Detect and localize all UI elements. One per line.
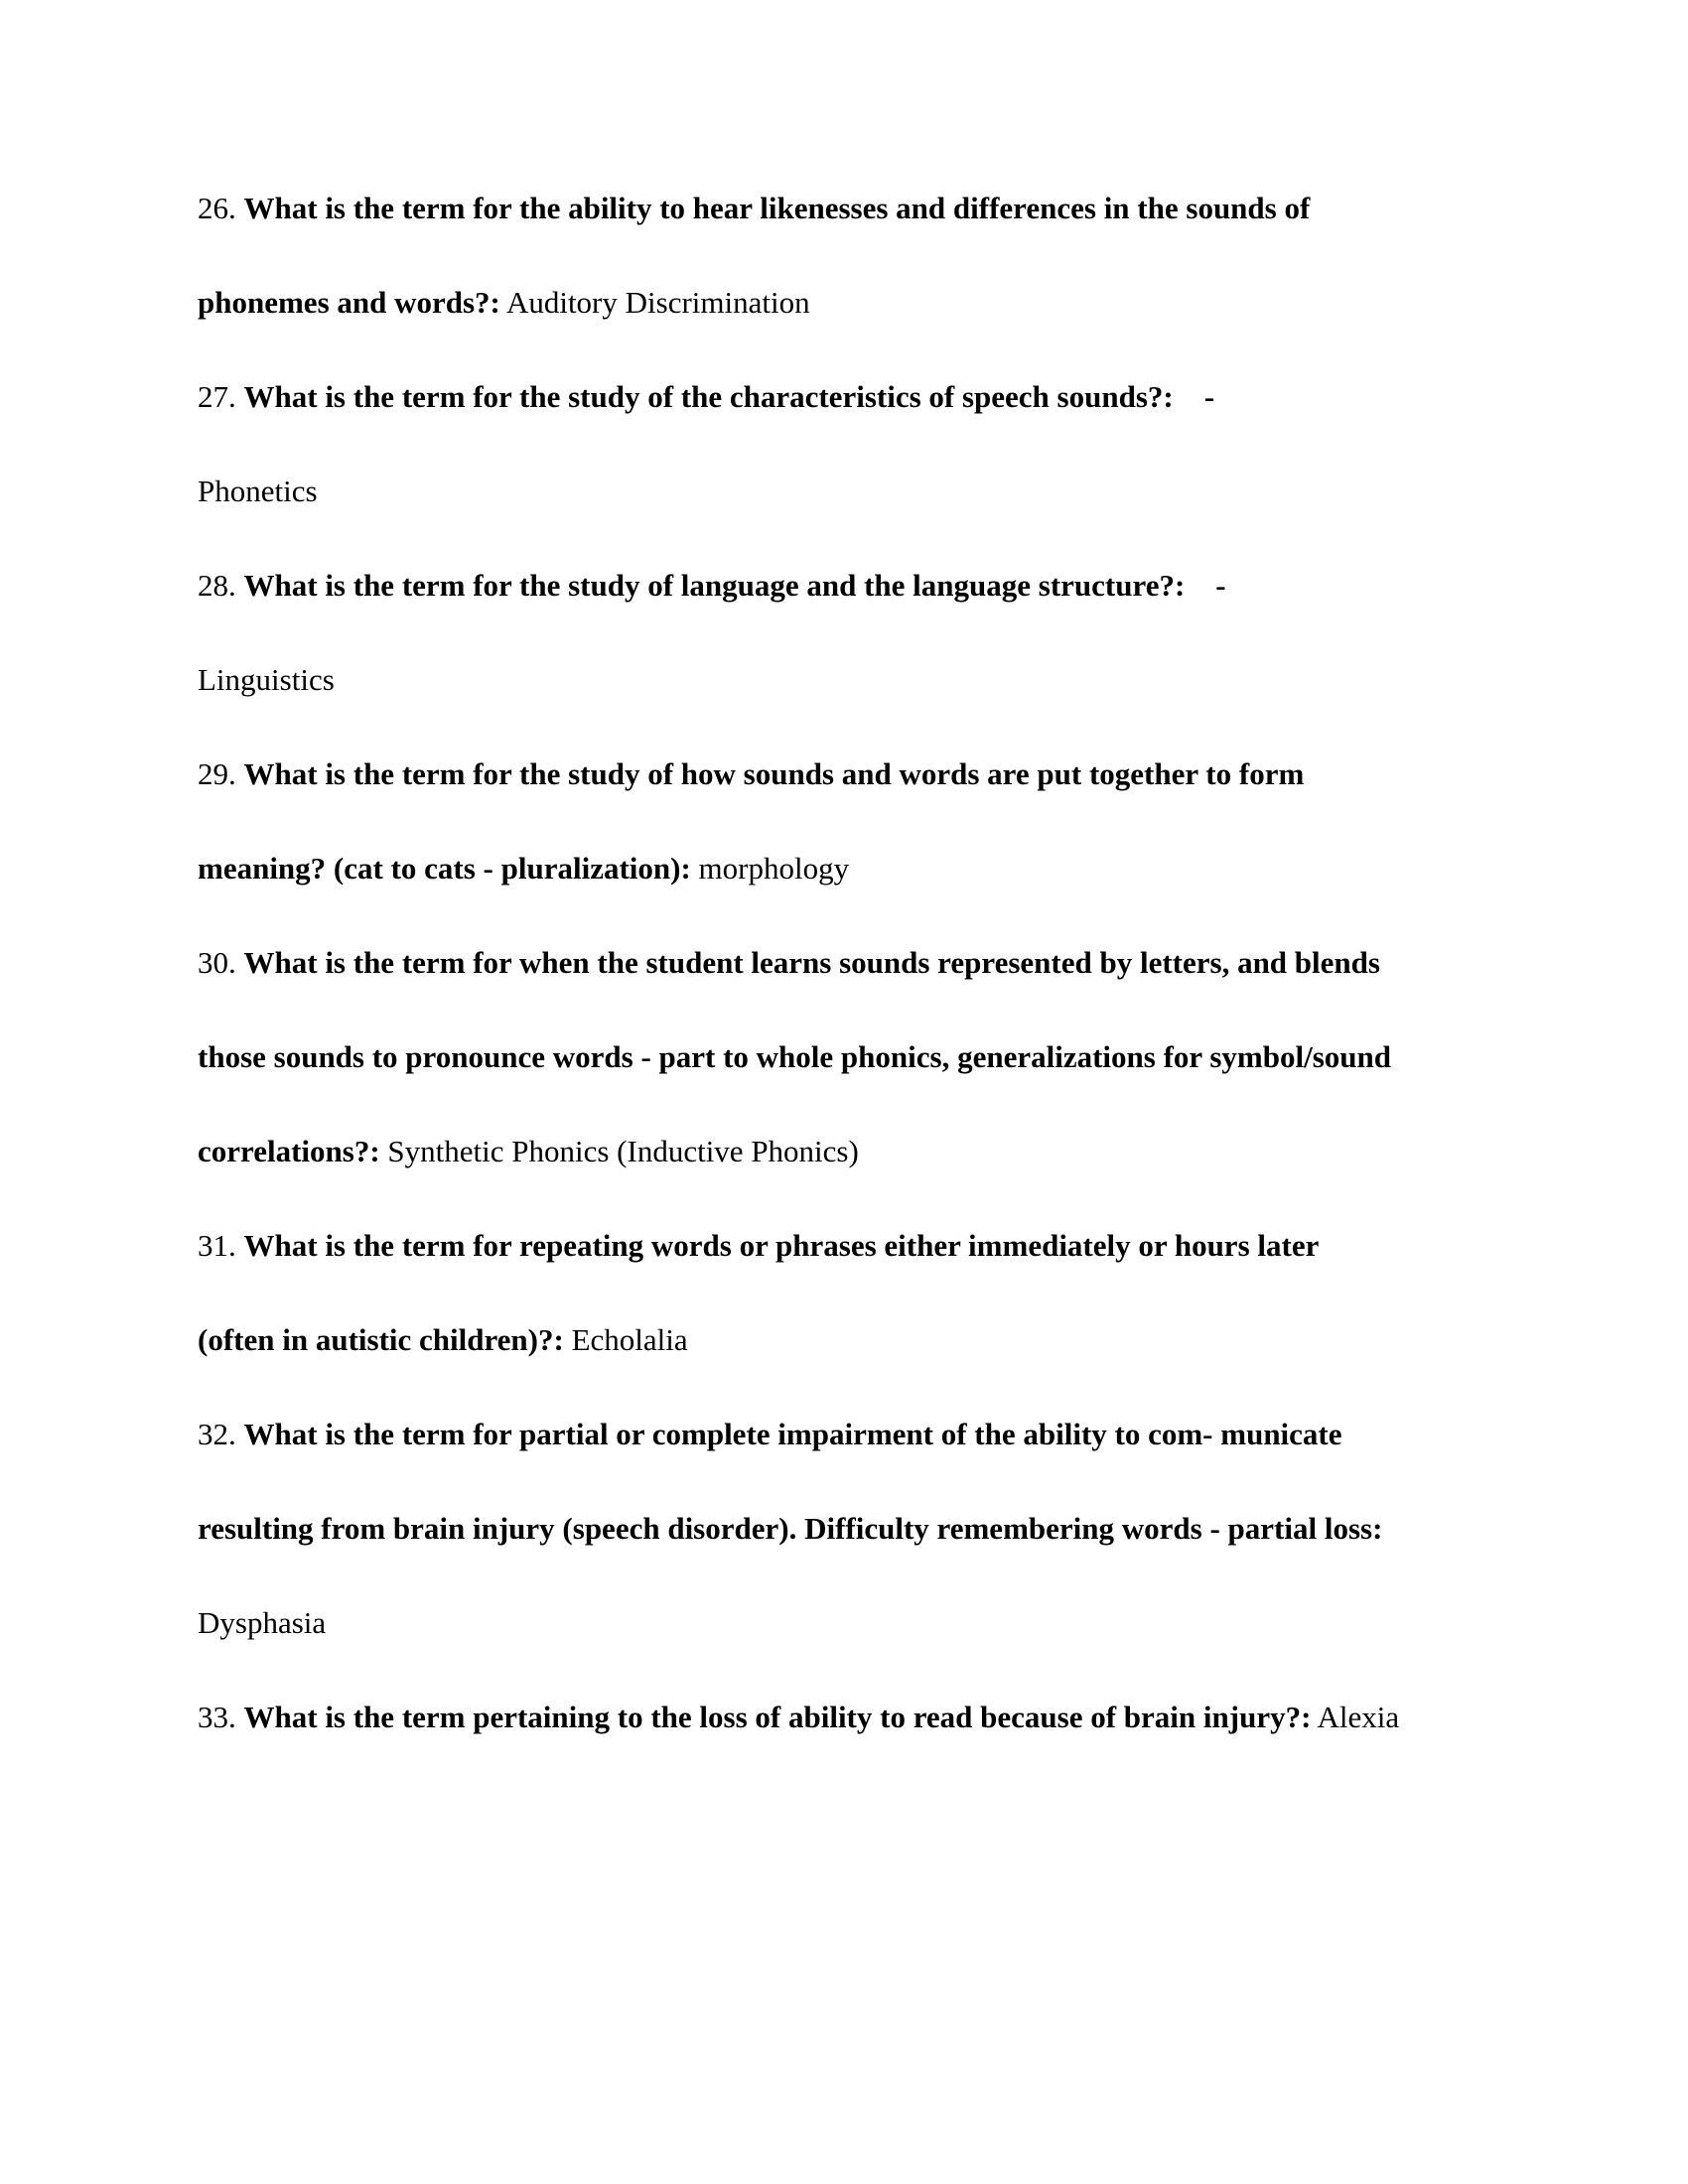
answer-text: Synthetic Phonics (Inductive Phonics) <box>387 1134 859 1168</box>
question-32-line-1 <box>198 1415 1518 1509</box>
question-text: What is the term pertaining to the loss of ability to read because of brain injury?: <box>243 1700 1312 1734</box>
question-text: What is the term for the study of how sounds and words are put together to form <box>243 756 1305 791</box>
dash-separator: - <box>1185 568 1226 603</box>
question-number: 33. <box>198 1700 236 1734</box>
question-31-line-2 <box>198 1320 1518 1415</box>
question-31-line-1 <box>198 1226 1518 1320</box>
answer-text: Dysphasia <box>198 1605 327 1640</box>
question-27-line-1 <box>198 377 1518 472</box>
question-30-line-3 <box>198 1132 1518 1226</box>
question-number: 27. <box>198 379 236 414</box>
question-28-line-1 <box>198 566 1518 660</box>
question-text: correlations?: <box>198 1134 380 1168</box>
question-number: 26. <box>198 191 236 225</box>
dash-separator: - <box>1173 379 1215 414</box>
question-number: 28. <box>198 568 236 603</box>
answer-28-line <box>198 660 1518 754</box>
answer-text: Auditory Discrimination <box>505 285 810 320</box>
question-text: What is the term for partial or complete impairment of the ability to com- municate <box>243 1417 1342 1451</box>
question-33-line-1 <box>198 1698 1518 1792</box>
question-text: What is the term for repeating words or phrases either immediately or hours later <box>243 1228 1320 1263</box>
answer-text: Phonetics <box>198 474 318 508</box>
question-30-line-1 <box>198 943 1518 1037</box>
answer-text: Echolalia <box>571 1322 688 1357</box>
document-page <box>198 189 1518 1792</box>
question-text: What is the term for the study of the characteristics of speech sounds?: <box>243 379 1174 414</box>
question-text: phonemes and words?: <box>198 285 500 320</box>
question-text: those sounds to pronounce words - part to whole phonics, generalizations for symbol/sound <box>198 1039 1391 1074</box>
answer-27-line <box>198 472 1518 566</box>
question-26-line-1 <box>198 189 1518 283</box>
question-text: What is the term for the study of language and the language structure?: <box>243 568 1186 603</box>
question-30-line-2 <box>198 1037 1518 1132</box>
question-number: 30. <box>198 945 236 980</box>
question-number: 32. <box>198 1417 236 1451</box>
question-number: 31. <box>198 1228 236 1263</box>
question-29-line-1 <box>198 754 1518 849</box>
question-text: resulting from brain injury (speech disorder). Difficulty remembering words - partial loss: <box>198 1511 1383 1546</box>
question-text: meaning? (cat to cats - pluralization): <box>198 851 691 886</box>
question-29-line-2 <box>198 849 1518 943</box>
question-text: (often in autistic children)?: <box>198 1322 564 1357</box>
question-text: What is the term for the ability to hear likenesses and differences in the sounds of <box>243 191 1311 225</box>
question-32-line-2 <box>198 1509 1518 1603</box>
question-26-line-2 <box>198 283 1518 377</box>
answer-text: morphology <box>698 851 850 886</box>
answer-text: Alexia <box>1317 1700 1400 1734</box>
answer-text: Linguistics <box>198 662 335 697</box>
question-number: 29. <box>198 756 236 791</box>
answer-32-line <box>198 1603 1518 1698</box>
question-text: What is the term for when the student learns sounds represented by letters, and blends <box>243 945 1380 980</box>
